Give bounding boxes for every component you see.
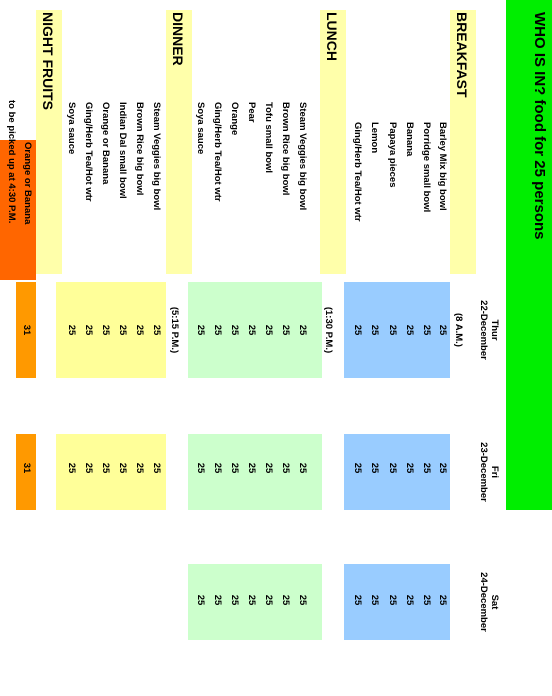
thu-date-label: 22-December [478,300,489,360]
count-cell: 25 [134,324,145,336]
count-cell: 25 [117,324,128,336]
breakfast-item: Banana [404,122,415,157]
count-cell: 25 [66,462,77,474]
count-cell: 25 [280,594,291,606]
count-cell: 25 [297,594,308,606]
count-cell: 25 [117,462,128,474]
lunch-item: Soya sauce [195,102,206,155]
count-cell: 25 [421,462,432,474]
count-cell: 25 [263,462,274,474]
count-cell: 25 [263,324,274,336]
count-cell: 25 [352,594,363,606]
dinner-item: Steam Veggies big bowl [151,102,162,211]
count-cell: 25 [134,462,145,474]
dinner-time: (5:15 P.M.) [169,306,180,354]
count-cell: 25 [404,594,415,606]
count-cell: 25 [83,324,94,336]
count-cell: 25 [369,462,380,474]
breakfast-item: Papaya pieces [387,122,398,188]
count-cell: 25 [212,462,223,474]
dinner-item: Brown Rice big bowl [134,102,145,196]
breakfast-item: Lemon [369,122,380,154]
sat-day-label: Sat [489,594,500,610]
fri-day-label: Fri [489,465,500,479]
dinner-item: Indian Dal small bowl [117,102,128,199]
breakfast-heading: BREAKFAST [454,12,470,98]
count-cell: 25 [246,324,257,336]
count-cell: 25 [66,324,77,336]
dinner-item: Ging/Herb Tea/Hot wtr [83,102,94,202]
count-cell: 25 [151,462,162,474]
count-cell: 25 [229,324,240,336]
lunch-item: Steam Veggies big bowl [297,102,308,211]
count-cell: 25 [100,462,111,474]
count-cell: 25 [404,324,415,336]
count-cell: 25 [151,324,162,336]
breakfast-item: Porridge small bowl [421,122,432,213]
count-cell: 25 [404,462,415,474]
count-cell: 25 [421,594,432,606]
dinner-item: Soya sauce [66,102,77,155]
count-cell: 25 [352,462,363,474]
count-cell: 25 [195,594,206,606]
count-cell: 25 [195,324,206,336]
count-cell: 25 [195,462,206,474]
count-cell: 25 [100,324,111,336]
count-cell: 25 [246,594,257,606]
lunch-heading: LUNCH [324,12,340,61]
breakfast-item: Barley Mix big bowl [437,122,448,211]
dinner-heading: DINNER [170,12,186,66]
count-cell: 25 [297,324,308,336]
lunch-item: Orange [229,102,240,136]
count-cell: 25 [437,462,448,474]
lunch-item: Tofu small bowl [263,102,274,174]
sat-date-label: 24-December [478,572,489,632]
fri-date-label: 23-December [478,442,489,502]
count-cell: 25 [212,324,223,336]
night-fruits-count: 31 [21,462,32,474]
thu-day-label: Thur [489,319,500,341]
count-cell: 25 [352,324,363,336]
night-fruits-count: 31 [21,324,32,336]
breakfast-time: (8 A.M.) [453,313,464,347]
night-fruits-line2: to be picked up at 4:30 P.M. [6,100,17,224]
page-title: WHO IS IN? food for 25 persons [531,12,548,240]
night-fruits-line1: Orange or Banana [22,142,33,225]
count-cell: 25 [369,594,380,606]
count-cell: 25 [437,324,448,336]
count-cell: 25 [212,594,223,606]
dinner-item: Orange or Banana [100,102,111,185]
count-cell: 25 [387,462,398,474]
count-cell: 25 [246,462,257,474]
count-cell: 25 [229,594,240,606]
count-cell: 25 [387,594,398,606]
count-cell: 25 [421,324,432,336]
count-cell: 25 [369,324,380,336]
count-cell: 25 [280,324,291,336]
count-cell: 25 [387,324,398,336]
lunch-time: (1:30 P.M.) [323,306,334,354]
lunch-item: Brown Rice big bowl [280,102,291,196]
count-cell: 25 [297,462,308,474]
count-cell: 25 [280,462,291,474]
lunch-item: Ging/Herb Tea/Hot wtr [212,102,223,202]
breakfast-item: Ging/Herb Tea/Hot wtr [352,122,363,222]
count-cell: 25 [437,594,448,606]
night-fruits-heading: NIGHT FRUITS [40,12,56,110]
count-cell: 25 [263,594,274,606]
count-cell: 25 [229,462,240,474]
lunch-item: Pear [246,102,257,123]
count-cell: 25 [83,462,94,474]
